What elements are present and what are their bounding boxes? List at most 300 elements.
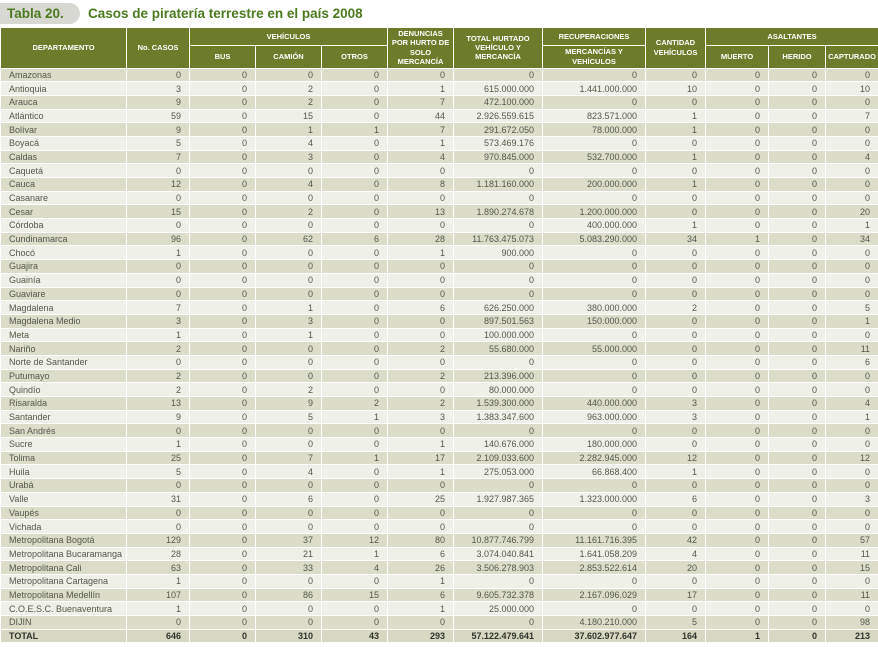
value-cell: 0: [706, 465, 769, 479]
value-cell: 5: [646, 616, 706, 630]
department-cell: Sucre: [1, 438, 127, 452]
value-cell: 0: [769, 506, 826, 520]
value-cell: 0: [322, 506, 388, 520]
value-cell: 0: [256, 479, 322, 493]
value-cell: 9: [127, 410, 190, 424]
col-header-cantidad-vehiculos: CANTIDAD VEHÍCULOS: [646, 28, 706, 69]
value-cell: 0: [454, 574, 543, 588]
value-cell: 0: [826, 246, 878, 260]
value-cell: 0: [454, 479, 543, 493]
value-cell: 0: [190, 533, 256, 547]
value-cell: 140.676.000: [454, 438, 543, 452]
value-cell: 0: [646, 246, 706, 260]
value-cell: 0: [826, 328, 878, 342]
value-cell: 0: [826, 506, 878, 520]
value-cell: 0: [769, 150, 826, 164]
value-cell: 0: [322, 383, 388, 397]
value-cell: 0: [543, 260, 646, 274]
value-cell: 2: [256, 82, 322, 96]
value-cell: 3: [127, 82, 190, 96]
value-cell: 107: [127, 588, 190, 602]
value-cell: 0: [769, 397, 826, 411]
value-cell: 0: [322, 369, 388, 383]
value-cell: 0: [190, 342, 256, 356]
value-cell: 1: [646, 178, 706, 192]
value-cell: 0: [706, 301, 769, 315]
value-cell: 0: [826, 191, 878, 205]
value-cell: 0: [706, 410, 769, 424]
table-row: [1, 616, 878, 630]
value-cell: 4: [388, 150, 454, 164]
value-cell: 0: [826, 123, 878, 137]
table-row: [1, 232, 878, 246]
value-cell: 1: [646, 109, 706, 123]
value-cell: 0: [322, 68, 388, 82]
value-cell: 0: [769, 616, 826, 630]
value-cell: 1: [646, 123, 706, 137]
col-group-recuperaciones: RECUPERACIONES: [543, 28, 646, 46]
value-cell: 0: [190, 397, 256, 411]
value-cell: 275.053.000: [454, 465, 543, 479]
value-cell: 0: [190, 260, 256, 274]
value-cell: 2: [256, 95, 322, 109]
value-cell: 0: [769, 424, 826, 438]
value-cell: 0: [256, 355, 322, 369]
department-cell: DIJIN: [1, 616, 127, 630]
table-row: [1, 492, 878, 506]
value-cell: 0: [769, 136, 826, 150]
value-cell: 0: [256, 219, 322, 233]
value-cell: 6: [256, 492, 322, 506]
value-cell: 615.000.000: [454, 82, 543, 96]
value-cell: 37.602.977.647: [543, 629, 646, 643]
value-cell: 1: [256, 328, 322, 342]
value-cell: 0: [706, 82, 769, 96]
value-cell: 472.100.000: [454, 95, 543, 109]
table-row: [1, 424, 878, 438]
value-cell: 0: [646, 602, 706, 616]
value-cell: 0: [190, 479, 256, 493]
value-cell: 293: [388, 629, 454, 643]
department-cell: Valle: [1, 492, 127, 506]
value-cell: 2: [388, 369, 454, 383]
value-cell: 62: [256, 232, 322, 246]
value-cell: 440.000.000: [543, 397, 646, 411]
value-cell: 3: [127, 314, 190, 328]
value-cell: 3: [256, 314, 322, 328]
value-cell: 2.109.033.600: [454, 451, 543, 465]
value-cell: 0: [769, 574, 826, 588]
value-cell: 0: [190, 492, 256, 506]
department-cell: Antioquia: [1, 82, 127, 96]
value-cell: 80.000.000: [454, 383, 543, 397]
value-cell: 291.672.050: [454, 123, 543, 137]
table-row: [1, 314, 878, 328]
value-cell: 0: [322, 260, 388, 274]
value-cell: 0: [769, 68, 826, 82]
value-cell: 1: [826, 314, 878, 328]
value-cell: 0: [190, 123, 256, 137]
department-cell: Bolívar: [1, 123, 127, 137]
table-row: [1, 561, 878, 575]
value-cell: 0: [826, 95, 878, 109]
table-row: [1, 506, 878, 520]
value-cell: 0: [769, 164, 826, 178]
value-cell: 0: [706, 109, 769, 123]
value-cell: 0: [322, 150, 388, 164]
value-cell: 0: [769, 273, 826, 287]
value-cell: 0: [388, 287, 454, 301]
value-cell: 0: [646, 520, 706, 534]
value-cell: 2.926.559.615: [454, 109, 543, 123]
value-cell: 0: [190, 82, 256, 96]
value-cell: 0: [322, 479, 388, 493]
value-cell: 0: [190, 178, 256, 192]
value-cell: 5: [256, 410, 322, 424]
value-cell: 0: [322, 328, 388, 342]
value-cell: 0: [769, 178, 826, 192]
department-cell: Metropolitana Cali: [1, 561, 127, 575]
value-cell: 80: [388, 533, 454, 547]
value-cell: 0: [706, 314, 769, 328]
value-cell: 1.323.000.000: [543, 492, 646, 506]
department-cell: Quindío: [1, 383, 127, 397]
table-row: [1, 369, 878, 383]
table-row: [1, 219, 878, 233]
value-cell: 0: [769, 123, 826, 137]
value-cell: 646: [127, 629, 190, 643]
value-cell: 0: [543, 369, 646, 383]
department-cell: San Andrés: [1, 424, 127, 438]
value-cell: 970.845.000: [454, 150, 543, 164]
value-cell: 2: [127, 383, 190, 397]
value-cell: 0: [706, 150, 769, 164]
value-cell: 0: [190, 301, 256, 315]
value-cell: 100.000.000: [454, 328, 543, 342]
table-row: [1, 479, 878, 493]
value-cell: 0: [646, 424, 706, 438]
value-cell: 1.441.000.000: [543, 82, 646, 96]
department-cell: Arauca: [1, 95, 127, 109]
value-cell: 0: [322, 602, 388, 616]
value-cell: 0: [646, 164, 706, 178]
value-cell: 0: [646, 260, 706, 274]
value-cell: 5: [826, 301, 878, 315]
value-cell: 0: [388, 479, 454, 493]
value-cell: 4: [322, 561, 388, 575]
value-cell: 0: [543, 95, 646, 109]
value-cell: 0: [127, 479, 190, 493]
value-cell: 213.396.000: [454, 369, 543, 383]
value-cell: 0: [543, 574, 646, 588]
value-cell: 1: [646, 219, 706, 233]
value-cell: 1.383.347.600: [454, 410, 543, 424]
value-cell: 0: [769, 287, 826, 301]
value-cell: 0: [256, 424, 322, 438]
value-cell: 0: [190, 68, 256, 82]
col-header-herido: HERIDO: [769, 45, 826, 68]
value-cell: 0: [769, 465, 826, 479]
value-cell: 7: [388, 95, 454, 109]
value-cell: 1.927.987.365: [454, 492, 543, 506]
department-cell: Santander: [1, 410, 127, 424]
value-cell: 0: [256, 574, 322, 588]
value-cell: 8: [388, 178, 454, 192]
value-cell: 26: [388, 561, 454, 575]
value-cell: 0: [127, 260, 190, 274]
value-cell: 900.000: [454, 246, 543, 260]
department-cell: Caquetá: [1, 164, 127, 178]
value-cell: 0: [826, 465, 878, 479]
value-cell: 0: [769, 383, 826, 397]
value-cell: 0: [388, 424, 454, 438]
value-cell: 0: [190, 506, 256, 520]
value-cell: 3: [646, 410, 706, 424]
table-row: [1, 273, 878, 287]
value-cell: 10: [826, 82, 878, 96]
value-cell: 0: [769, 205, 826, 219]
value-cell: 0: [322, 287, 388, 301]
table-row: [1, 287, 878, 301]
value-cell: 0: [826, 383, 878, 397]
department-cell: TOTAL: [1, 629, 127, 643]
value-cell: 0: [322, 273, 388, 287]
value-cell: 0: [322, 355, 388, 369]
value-cell: 0: [543, 273, 646, 287]
table-row: [1, 574, 878, 588]
value-cell: 0: [190, 465, 256, 479]
value-cell: 0: [454, 424, 543, 438]
value-cell: 13: [388, 205, 454, 219]
value-cell: 0: [769, 561, 826, 575]
value-cell: 0: [322, 574, 388, 588]
value-cell: 57.122.479.641: [454, 629, 543, 643]
value-cell: 0: [646, 95, 706, 109]
value-cell: 0: [769, 219, 826, 233]
value-cell: 0: [543, 602, 646, 616]
value-cell: 0: [190, 246, 256, 260]
table-number-pill: [0, 3, 80, 24]
value-cell: 1: [826, 410, 878, 424]
table-row: [1, 602, 878, 616]
value-cell: 44: [388, 109, 454, 123]
value-cell: 0: [543, 328, 646, 342]
value-cell: 0: [256, 68, 322, 82]
table-row: [1, 95, 878, 109]
value-cell: 25: [388, 492, 454, 506]
value-cell: 6: [646, 492, 706, 506]
value-cell: 0: [256, 602, 322, 616]
value-cell: 2: [322, 397, 388, 411]
value-cell: 25: [127, 451, 190, 465]
value-cell: 12: [127, 178, 190, 192]
value-cell: 0: [190, 164, 256, 178]
value-cell: 1: [646, 150, 706, 164]
value-cell: 2.282.945.000: [543, 451, 646, 465]
value-cell: 0: [190, 219, 256, 233]
value-cell: 0: [706, 616, 769, 630]
value-cell: 0: [706, 533, 769, 547]
value-cell: 1: [256, 123, 322, 137]
department-cell: Guajira: [1, 260, 127, 274]
table-row: [1, 397, 878, 411]
value-cell: 0: [769, 355, 826, 369]
value-cell: 0: [826, 574, 878, 588]
value-cell: 626.250.000: [454, 301, 543, 315]
value-cell: 0: [190, 191, 256, 205]
value-cell: 0: [646, 506, 706, 520]
value-cell: 164: [646, 629, 706, 643]
value-cell: 1: [388, 574, 454, 588]
value-cell: 5: [127, 136, 190, 150]
value-cell: 2: [127, 342, 190, 356]
value-cell: 4: [256, 178, 322, 192]
department-cell: Atlántico: [1, 109, 127, 123]
value-cell: 0: [769, 410, 826, 424]
piracy-cases-table: [0, 27, 878, 643]
value-cell: 0: [322, 616, 388, 630]
value-cell: 2.853.522.614: [543, 561, 646, 575]
value-cell: 7: [127, 150, 190, 164]
value-cell: 11.763.475.073: [454, 232, 543, 246]
value-cell: 0: [190, 383, 256, 397]
value-cell: 1.181.160.000: [454, 178, 543, 192]
value-cell: 0: [769, 342, 826, 356]
department-cell: Casanare: [1, 191, 127, 205]
table-row: [1, 150, 878, 164]
value-cell: 11: [826, 342, 878, 356]
value-cell: 532.700.000: [543, 150, 646, 164]
value-cell: 0: [769, 82, 826, 96]
value-cell: 0: [769, 492, 826, 506]
value-cell: 3: [646, 397, 706, 411]
value-cell: 0: [543, 479, 646, 493]
value-cell: 1: [322, 547, 388, 561]
value-cell: 0: [769, 232, 826, 246]
department-cell: Tolima: [1, 451, 127, 465]
table-row: [1, 465, 878, 479]
table-row: [1, 164, 878, 178]
value-cell: 0: [826, 68, 878, 82]
value-cell: 0: [543, 164, 646, 178]
value-cell: 1: [646, 465, 706, 479]
value-cell: 0: [388, 616, 454, 630]
value-cell: 0: [454, 520, 543, 534]
table-row: [1, 383, 878, 397]
value-cell: 5.083.290.000: [543, 232, 646, 246]
value-cell: 12: [646, 451, 706, 465]
department-cell: Metropolitana Cartagena: [1, 574, 127, 588]
department-cell: Meta: [1, 328, 127, 342]
department-cell: Putumayo: [1, 369, 127, 383]
value-cell: 0: [646, 314, 706, 328]
value-cell: 1: [388, 438, 454, 452]
value-cell: 57: [826, 533, 878, 547]
value-cell: 0: [769, 109, 826, 123]
value-cell: 59: [127, 109, 190, 123]
value-cell: 0: [322, 246, 388, 260]
value-cell: 0: [543, 506, 646, 520]
value-cell: 11: [826, 588, 878, 602]
value-cell: 0: [826, 424, 878, 438]
value-cell: 7: [388, 123, 454, 137]
value-cell: 0: [127, 219, 190, 233]
value-cell: 0: [454, 219, 543, 233]
value-cell: 0: [322, 520, 388, 534]
value-cell: 0: [190, 629, 256, 643]
value-cell: 0: [454, 506, 543, 520]
value-cell: 3: [826, 492, 878, 506]
value-cell: 1.890.274.678: [454, 205, 543, 219]
value-cell: 1: [322, 123, 388, 137]
value-cell: 1.539.300.000: [454, 397, 543, 411]
value-cell: 0: [190, 561, 256, 575]
value-cell: 15: [127, 205, 190, 219]
value-cell: 0: [388, 314, 454, 328]
value-cell: 0: [322, 219, 388, 233]
col-header-capturado: CAPTURADO: [826, 45, 878, 68]
table-row: [1, 547, 878, 561]
value-cell: 0: [646, 205, 706, 219]
value-cell: 0: [706, 191, 769, 205]
value-cell: 180.000.000: [543, 438, 646, 452]
value-cell: 5: [127, 465, 190, 479]
value-cell: 0: [769, 95, 826, 109]
value-cell: 0: [190, 602, 256, 616]
value-cell: 0: [769, 314, 826, 328]
table-row: [1, 136, 878, 150]
value-cell: 0: [190, 273, 256, 287]
value-cell: 0: [826, 602, 878, 616]
value-cell: 0: [322, 95, 388, 109]
department-cell: Chocó: [1, 246, 127, 260]
value-cell: 1.641.058.209: [543, 547, 646, 561]
department-cell: Vichada: [1, 520, 127, 534]
department-cell: Huila: [1, 465, 127, 479]
value-cell: 0: [322, 342, 388, 356]
table-row: [1, 410, 878, 424]
value-cell: 1.200.000.000: [543, 205, 646, 219]
value-cell: 0: [769, 301, 826, 315]
table-row: [1, 342, 878, 356]
value-cell: 0: [646, 342, 706, 356]
value-cell: 0: [543, 136, 646, 150]
value-cell: 0: [769, 438, 826, 452]
value-cell: 31: [127, 492, 190, 506]
value-cell: 0: [190, 95, 256, 109]
value-cell: 33: [256, 561, 322, 575]
value-cell: 0: [706, 383, 769, 397]
value-cell: 0: [646, 383, 706, 397]
value-cell: 0: [454, 287, 543, 301]
value-cell: 0: [256, 506, 322, 520]
col-header-otros: OTROS: [322, 45, 388, 68]
value-cell: 0: [388, 383, 454, 397]
value-cell: 0: [127, 506, 190, 520]
value-cell: 9.605.732.378: [454, 588, 543, 602]
table-row: [1, 260, 878, 274]
value-cell: 0: [388, 219, 454, 233]
value-cell: 42: [646, 533, 706, 547]
value-cell: 43: [322, 629, 388, 643]
value-cell: 0: [388, 506, 454, 520]
col-header-camion: CAMIÓN: [256, 45, 322, 68]
value-cell: 0: [769, 533, 826, 547]
value-cell: 0: [706, 123, 769, 137]
value-cell: 963.000.000: [543, 410, 646, 424]
value-cell: 0: [190, 410, 256, 424]
table-row: [1, 588, 878, 602]
